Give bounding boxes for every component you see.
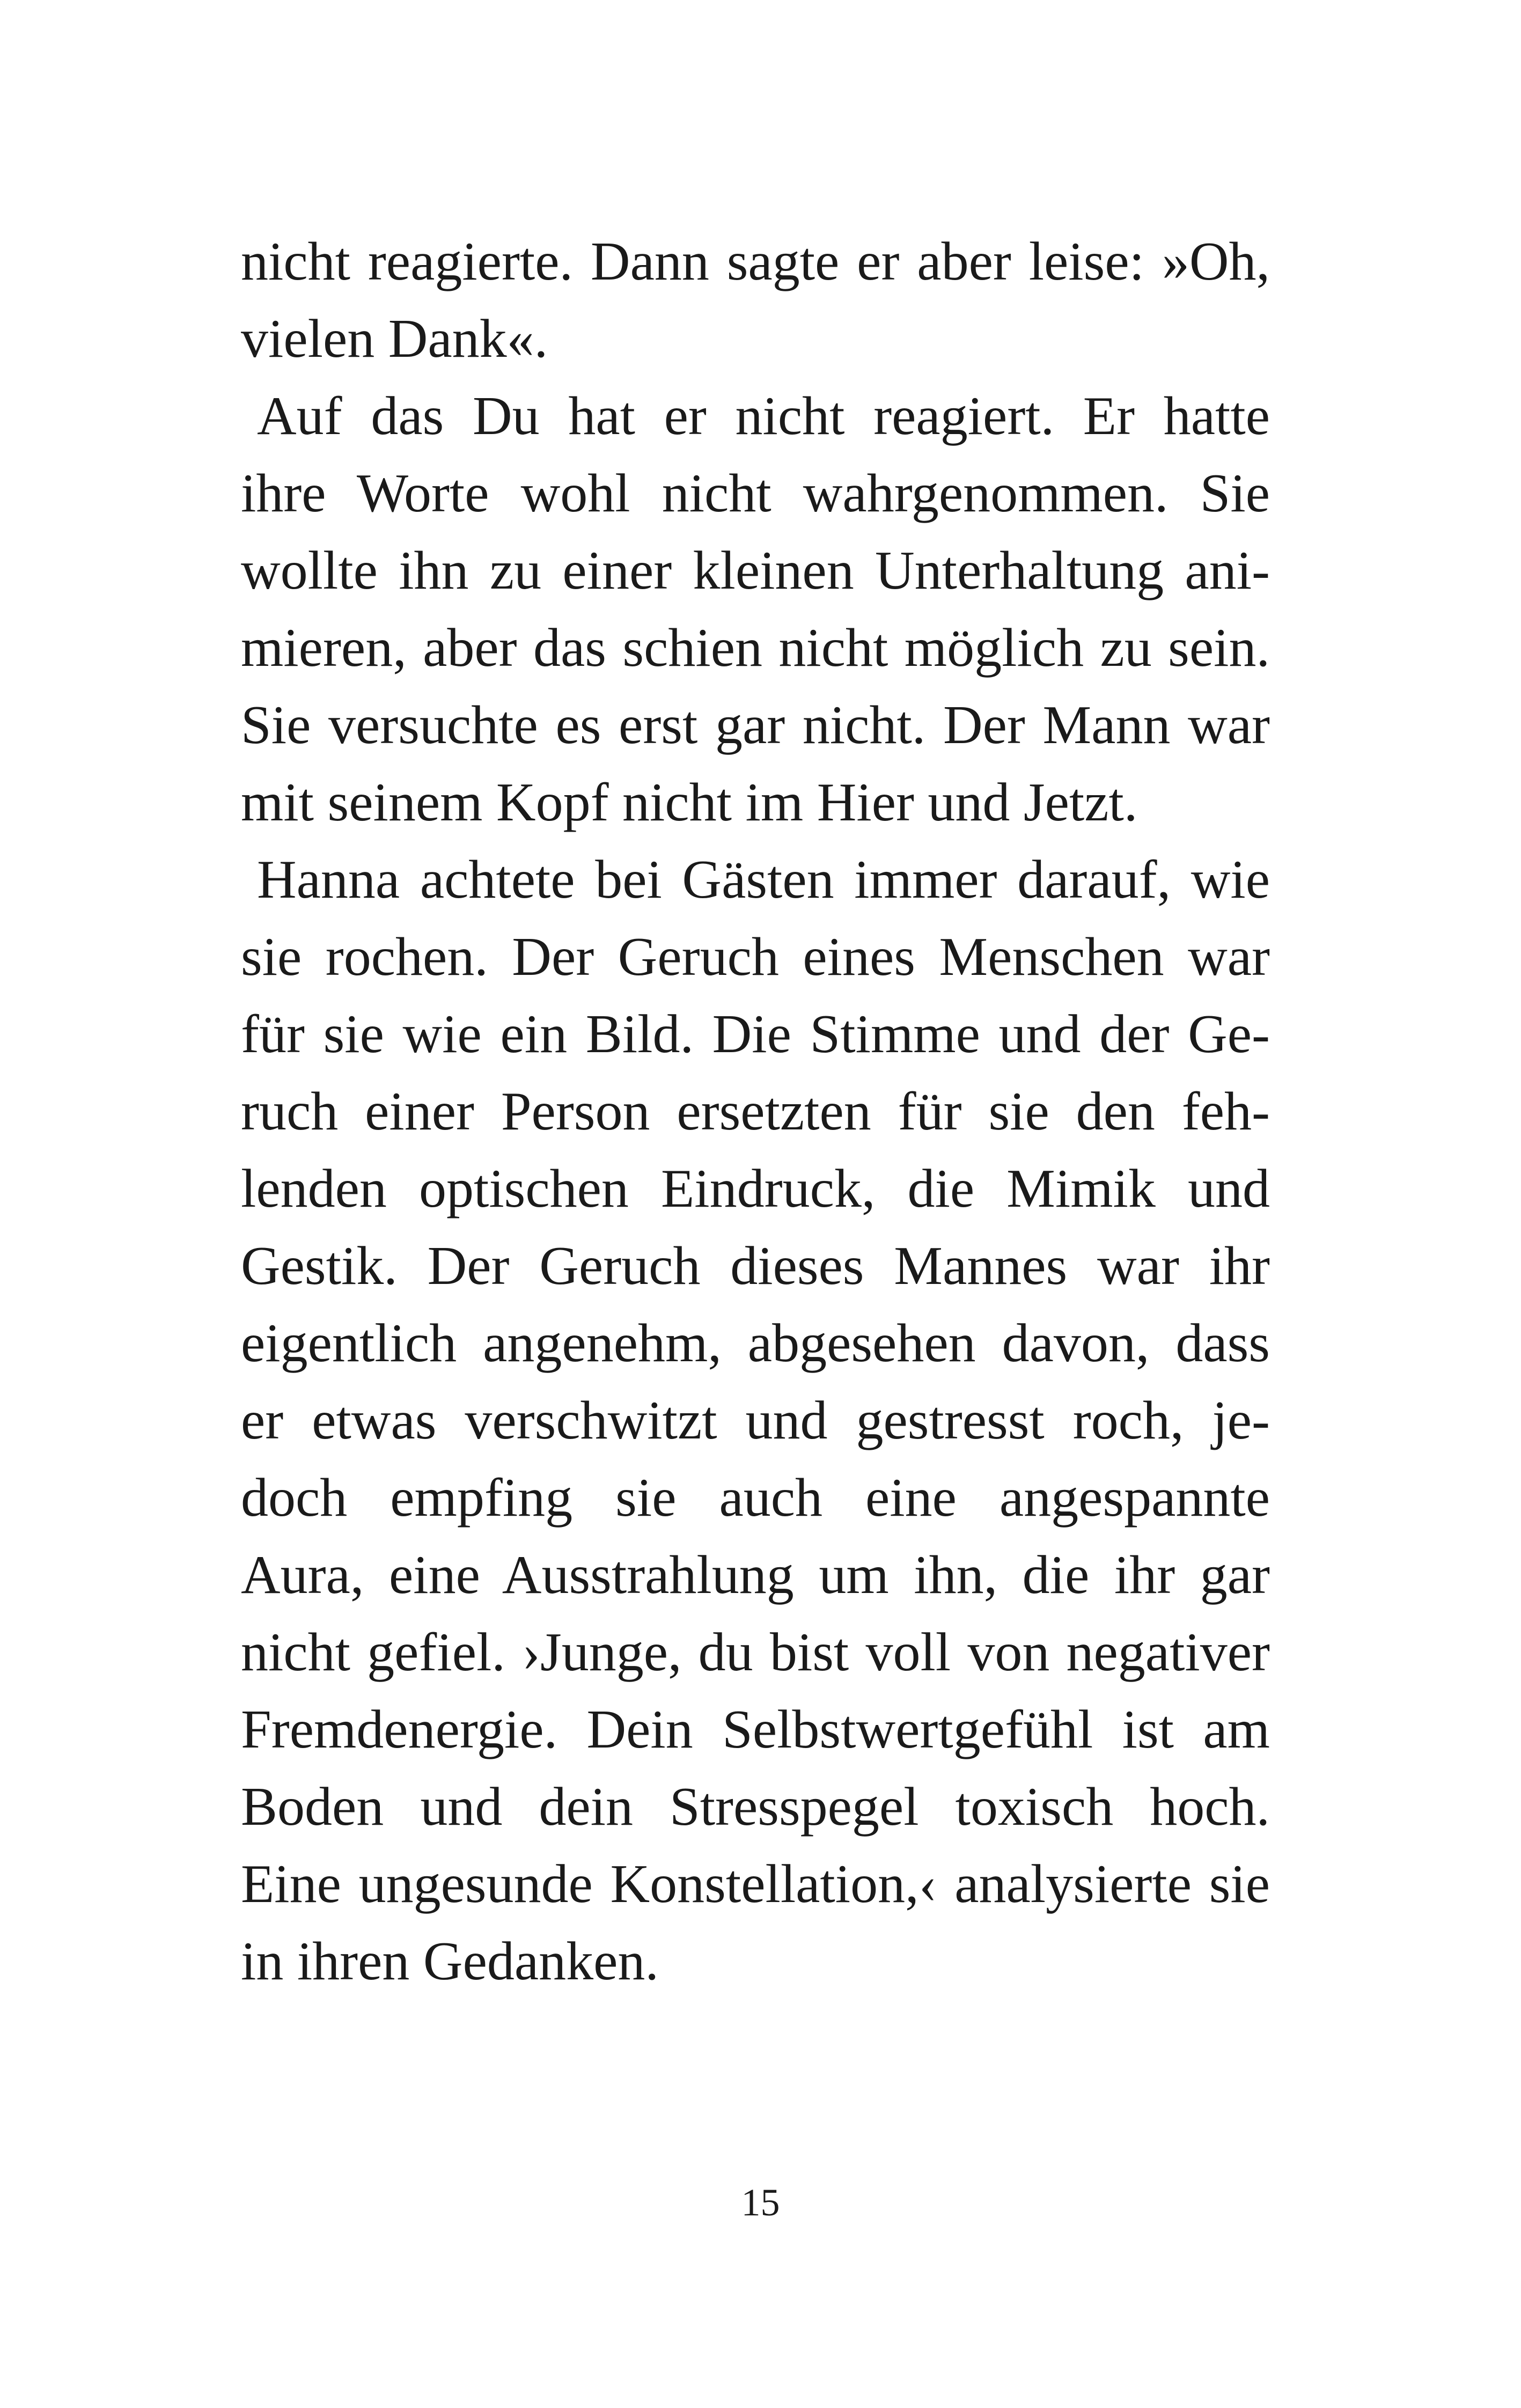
text-line: mit seinem Kopf nicht im Hier und Jetzt. <box>241 772 1138 833</box>
text-line: für sie wie ein Bild. Die Stimme und der Ge- <box>241 1004 1270 1064</box>
text-line: mieren, aber das schien nicht möglich zu sein. <box>241 618 1270 678</box>
page-number: 15 <box>741 2181 780 2224</box>
text-line: Auf das Du hat er nicht reagiert. Er hatte <box>257 386 1270 446</box>
text-line: in ihren Gedanken. <box>241 1931 659 1992</box>
text-line: nicht gefiel. ›Junge, du bist voll von negativer <box>241 1622 1270 1683</box>
body-text <box>241 223 1270 2000</box>
text-line: Aura, eine Ausstrahlung um ihn, die ihr gar <box>241 1545 1270 1605</box>
text-line: lenden optischen Eindruck, die Mimik und <box>241 1158 1270 1219</box>
text-line: ruch einer Person ersetzten für sie den feh- <box>241 1081 1270 1142</box>
text-line: Sie versuchte es erst gar nicht. Der Mann war <box>241 695 1270 755</box>
text-line: wollte ihn zu einer kleinen Unterhaltung ani- <box>241 540 1270 601</box>
text-line: eigentlich angenehm, abgesehen davon, dass <box>241 1313 1270 1374</box>
text-line: nicht reagierte. Dann sagte er aber leise: »Oh, <box>241 231 1270 292</box>
text-line: Fremdenergie. Dein Selbstwertgefühl ist am <box>241 1699 1270 1760</box>
text-line: Eine ungesunde Konstellation,‹ analysierte sie <box>241 1854 1270 1914</box>
text-line: er etwas verschwitzt und gestresst roch, je- <box>241 1390 1270 1451</box>
text-line: ihre Worte wohl nicht wahrgenommen. Sie <box>241 463 1270 524</box>
text-line: doch empfing sie auch eine angespannte <box>241 1467 1270 1528</box>
text-line: Boden und dein Stresspegel toxisch hoch. <box>241 1776 1270 1837</box>
text-line: vielen Dank«. <box>241 309 548 369</box>
text-line: Hanna achtete bei Gästen immer darauf, wie <box>257 849 1270 910</box>
text-line: sie rochen. Der Geruch eines Menschen war <box>241 927 1270 987</box>
text-line: Gestik. Der Geruch dieses Mannes war ihr <box>241 1236 1270 1296</box>
